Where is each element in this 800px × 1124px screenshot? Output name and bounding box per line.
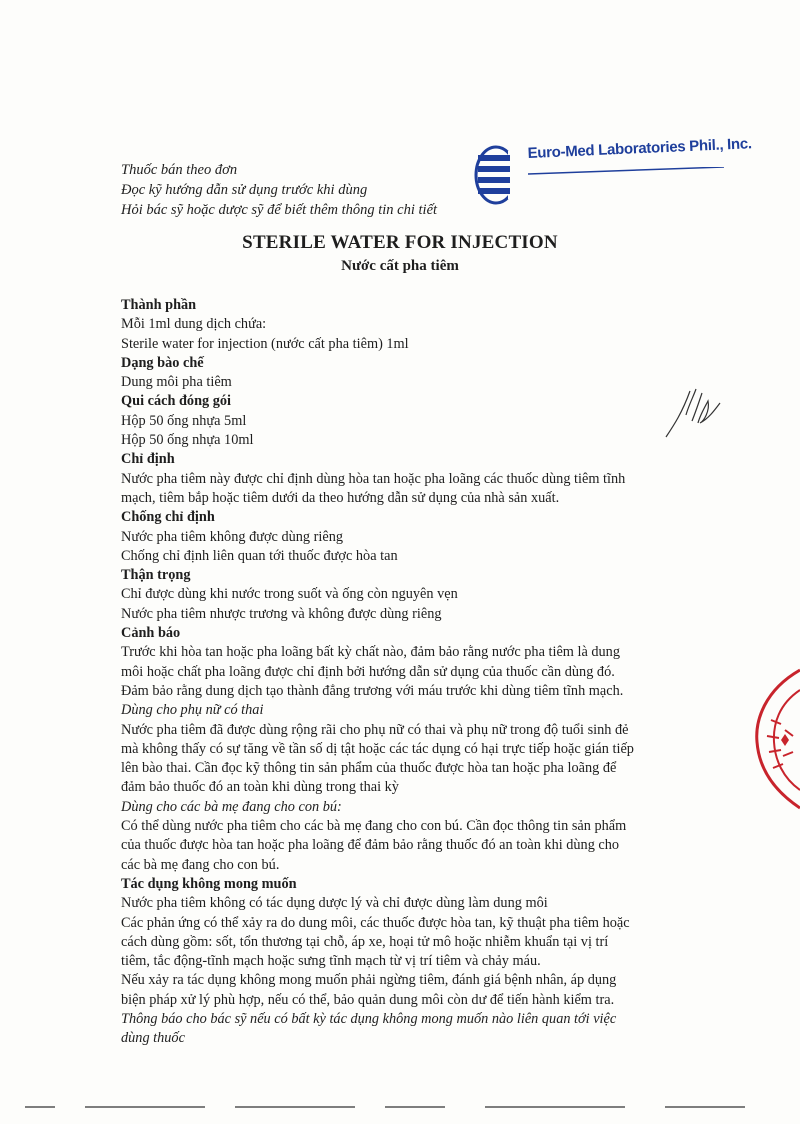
note-line: Đọc kỹ hướng dẫn sử dụng trước khi dùng: [121, 182, 368, 198]
footer-rule: [25, 1104, 785, 1110]
body-line: của thuốc được hòa tan hoặc pha loãng để đảm bảo rằng thuốc đó an toàn khi dùng cho: [121, 837, 620, 854]
euro-med-logo-icon: [472, 141, 526, 209]
body-line: Các phản ứng có thể xảy ra do dung môi, các thuốc được hòa tan, kỹ thuật pha tiêm hoặc: [121, 914, 630, 931]
body-line: Hộp 50 ống nhựa 5ml: [121, 412, 247, 429]
body-line: Chỉ được dùng khi nước trong suốt và ống còn nguyên vẹn: [121, 586, 458, 603]
section-heading: Qui cách đóng gói: [121, 393, 232, 410]
document-title: STERILE WATER FOR INJECTION: [242, 232, 558, 253]
body-line: Nước pha tiêm nhược trương và không được dùng riêng: [121, 605, 442, 622]
body-line: Dung môi pha tiêm: [121, 374, 232, 391]
body-line: Nước pha tiêm không có tác dụng dược lý và chỉ được dùng làm dung môi: [121, 895, 548, 912]
official-stamp-icon: [745, 660, 800, 820]
note-line: Hỏi bác sỹ hoặc dược sỹ để biết thêm thông tin chi tiết: [121, 202, 438, 218]
company-name: Euro-Med Laboratories Phil., Inc.: [527, 135, 753, 162]
note-line: dùng thuốc: [121, 1030, 185, 1047]
body-line: Nước pha tiêm này được chỉ định dùng hòa tan hoặc pha loãng các thuốc dùng tiêm tĩnh: [121, 470, 626, 487]
document-body: [121, 296, 701, 1049]
section-heading: Cảnh báo: [121, 625, 181, 642]
body-line: đảm bảo thuốc đó an toàn khi dùng trong thai kỳ: [121, 779, 399, 796]
body-line: mạch, tiêm bắp hoặc tiêm dưới da theo hướng dẫn sử dụng của nhà sản xuất.: [121, 489, 560, 506]
note-line: Thuốc bán theo đơn: [121, 162, 238, 178]
prescription-notes: [121, 160, 437, 220]
section-heading: Chống chỉ định: [121, 509, 215, 526]
body-line: Hộp 50 ống nhựa 10ml: [121, 432, 254, 449]
logo-underline: [528, 167, 728, 175]
body-line: Nước pha tiêm đã được dùng rộng rãi cho phụ nữ có thai và phụ nữ trong độ tuổi sinh đẻ: [121, 721, 629, 738]
body-line: biện pháp xử lý phù hợp, nếu có thể, bảo quản dung môi còn dư để tiến hành kiểm tra.: [121, 991, 615, 1008]
body-line: Chống chỉ định liên quan tới thuốc được hòa tan: [121, 547, 398, 564]
section-heading: Tác dụng không mong muốn: [121, 875, 297, 892]
body-line: Mỗi 1ml dung dịch chứa:: [121, 316, 267, 333]
section-heading: Dạng bào chế: [121, 354, 204, 371]
body-line: tiêm, tắc động-tĩnh mạch hoặc sưng tĩnh mạch từ vị trí tiêm và chảy máu.: [121, 953, 541, 970]
subsection-heading: Dùng cho phụ nữ có thai: [121, 702, 264, 719]
body-line: Đảm bảo rằng dung dịch tạo thành đẳng trương với máu trước khi dùng tiêm tĩnh mạch.: [121, 682, 624, 699]
body-line: Nước pha tiêm không được dùng riêng: [121, 528, 343, 545]
company-logo: [472, 135, 753, 211]
section-heading: Thận trọng: [121, 567, 191, 584]
body-line: môi hoặc chất pha loãng được chỉ định bởi hướng dẫn sử dụng của thuốc cần dùng đó.: [121, 663, 615, 680]
body-line: cách dùng gồm: sốt, tổn thương tại chỗ, áp xe, hoại tử mô hoặc nhiễm khuẩn tại vị trí: [121, 933, 609, 950]
body-line: mà không thấy có sự tăng về tần số dị tật hoặc các tác dụng có hại trực tiếp hoặc gián tiếp: [121, 740, 634, 757]
document-subtitle: Nước cất pha tiêm: [341, 258, 459, 274]
note-line: Thông báo cho bác sỹ nếu có bất kỳ tác dụng không mong muốn nào liên quan tới việc: [121, 1010, 617, 1027]
body-line: Trước khi hòa tan hoặc pha loãng bất kỳ chất nào, đảm bảo rằng nước pha tiêm là dung: [121, 644, 620, 661]
section-heading: Chỉ định: [121, 451, 175, 468]
body-line: các bà mẹ đang cho con bú.: [121, 856, 280, 873]
body-line: Nếu xảy ra tác dụng không mong muốn phải ngừng tiêm, đánh giá bệnh nhân, áp dụng: [121, 972, 617, 989]
body-line: Có thể dùng nước pha tiêm cho các bà mẹ đang cho con bú. Cần đọc thông tin sản phẩm: [121, 818, 627, 835]
body-line: Sterile water for injection (nước cất pha tiêm) 1ml: [121, 335, 409, 352]
subsection-heading: Dùng cho các bà mẹ đang cho con bú:: [121, 798, 342, 815]
body-line: lên bào thai. Cần đọc kỹ thông tin sản phẩm của thuốc được hòa tan hoặc pha loãng để: [121, 760, 617, 777]
section-heading: Thành phần: [121, 297, 197, 313]
